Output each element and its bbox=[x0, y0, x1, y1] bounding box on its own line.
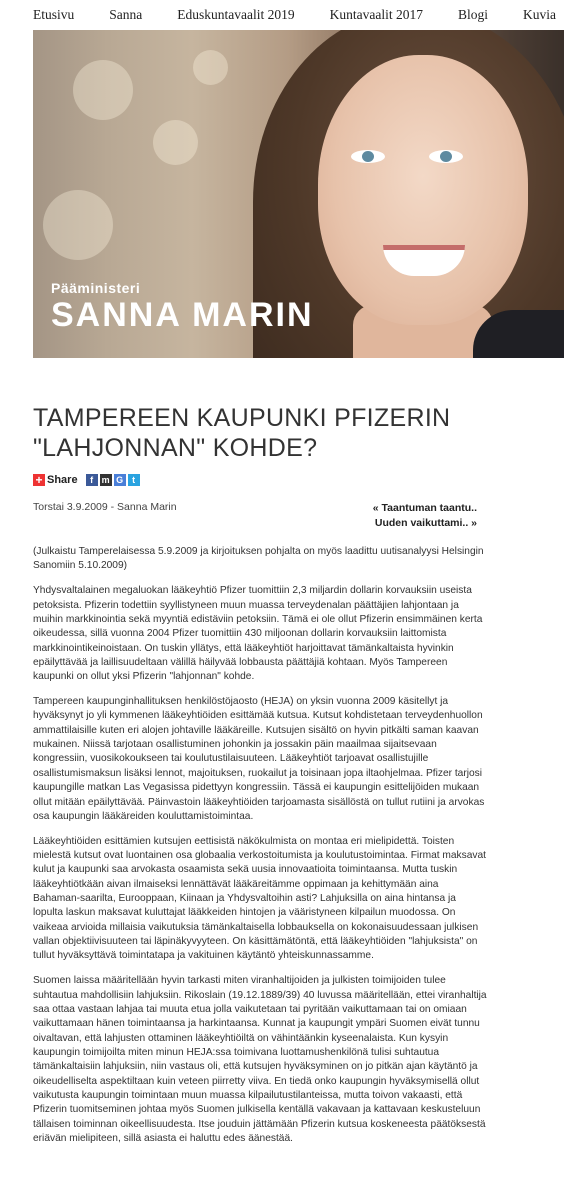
bokeh-light bbox=[193, 50, 228, 85]
article-title: TAMPEREEN KAUPUNKI PFIZERIN "LAHJONNAN" KOHDE? bbox=[33, 404, 451, 462]
hero-subtitle: Pääministeri bbox=[51, 280, 141, 296]
article-date-author: Torstai 3.9.2009 - Sanna Marin bbox=[33, 501, 177, 513]
top-navigation bbox=[0, 0, 564, 30]
nav-item-kuntavaalit-2017[interactable]: Kuntavaalit 2017 bbox=[329, 7, 423, 22]
article-meta bbox=[33, 501, 477, 531]
nav-item-blogi[interactable]: Blogi bbox=[457, 7, 488, 22]
bokeh-light bbox=[73, 60, 133, 120]
myspace-icon[interactable]: m bbox=[101, 475, 110, 485]
previous-post-link[interactable]: « Taantuman taantu.. bbox=[372, 502, 477, 514]
article-paragraph: Lääkeyhtiöiden esittämien kutsujen eettisistä näkökulmista on montaa eri mielipidettä. Toisten mielestä kutsut ovat luontainen osa globaalia verkostoitumista ja koulutustoimintaa. Firmat maksavat kulut ja kaupunki saa arvokasta osaamista sekä uusia innovaatioita toimintaansa. Mutta tuskin lääkeyhtiötkään aivan ilmaiseksi lennättävät lääkäreitämme oppimaan ja kehittymään aina Bahaman-saarilta, Eurooppaan, Kiinaan ja Yhdysvaltoihin asti? Lahjuksilla on aina hintansa ja lopulta laskun maksavat kuluttajat lääkkeiden hintojen ja vääristyneen kilpailun muodossa. On vaikeaa arvioida millaisia vaikutuksia tämänkaltaisella lobbauksella on kokonaisuudessaan julkisen vallan objektiivisuuteen tai läpinäkyvyyteen. On käsittämätöntä, että lääkeyhtiöiden "lahjuksista" on tullut hyväksyttävä toimintatapa ja vakituinen käytäntö yhteiskunnassamme. bbox=[33, 835, 487, 962]
article-body bbox=[33, 545, 488, 1146]
next-post-link[interactable]: Uuden vaikuttami.. » bbox=[374, 517, 477, 529]
nav-item-eduskuntavaalit-2019[interactable]: Eduskuntavaalit 2019 bbox=[177, 7, 295, 22]
portrait-face bbox=[318, 55, 528, 325]
article-paragraph: Suomen laissa määritellään hyvin tarkasti miten viranhaltijoiden ja julkisten toimijoiden tulee suhtautua mahdollisiin lahjuksiin. Rikoslain (19.12.1889/39) 40 luvussa määritellään, ettei viranhaltija saa ottaa vastaan lahjaa tai muuta etua jolla vaikutetaan tai pyritään vaikuttamaan tai on omiaan vaikuttamaan hänen toimintaansa ja harkintaansa. Kunnat ja kaupungit ympäri Suomen eivät tunnu oivaltavan, että lahjusten ottaminen lääkeyhtiöiltä on vähintäänkin kyseenalaista. Kun kysyin kaupungin toimijoilta miten minun HEJA:ssa toimivana luottamushenkilönä tulisi suhtautua tämänkaltaisiin lahjuksiin, niin vastaus oli, että kutsujen hyväksyminen on jo pitkän ajan käytäntö ja oikeudelliselta aspektiltaan kuin veteen piirretty viiva. En tiedä onko kaupungin hyväksymisellä ollut vaikutusta kaupungin toimintaan muun muassa kilpailutustilanteissa, mutta toivon vakaasti, että Pfizerin tuomitseminen johtaa myös Suomen julkisella kentällä vakavaan ja kattavaan keskusteluun tällaisen toiminnan oikeellisuudesta. Itse jouduin jättämään Pfizerin kutsua koskeneesta päätöksestä eriävän mielipiteen, sillä asiasta ei haluttu edes äänestää. bbox=[33, 975, 487, 1145]
post-navigation bbox=[373, 501, 477, 531]
article-paragraph: (Julkaistu Tamperelaisessa 5.9.2009 ja kirjoituksen pohjalta on myös laadittu uutisanalyysi Helsingin Sanomiin 5.10.2009) bbox=[33, 546, 484, 572]
hero-banner bbox=[33, 30, 564, 358]
twitter-icon[interactable]: t bbox=[128, 474, 140, 486]
bokeh-light bbox=[43, 190, 113, 260]
nav-item-etusivu[interactable]: Etusivu bbox=[33, 7, 75, 22]
share-label[interactable]: Share bbox=[47, 474, 78, 486]
hero-name: SANNA MARIN bbox=[51, 296, 314, 334]
portrait-eye-left bbox=[351, 150, 385, 163]
portrait-eye-right bbox=[429, 150, 463, 163]
article-paragraph: Tampereen kaupunginhallituksen henkilöstöjaosto (HEJA) on yksin vuonna 2009 käsitellyt ja hyväksynyt jo yli kymmenen lääkeyhtiöiden esittämää kutsua. Kutsut kohdistetaan terveydenhuollon ammattilaisille kuten eri alojen johtaville lääkäreille. Kutsujen sisältö on hyvin pitkälti saman kaavan mukainen. Niissä tarjotaan osallistuminen johonkin ja jossakin päin maailmaa sijaitsevaan kongressiin, vuosikokoukseen tai koulutustilaisuuteen. Lääkeyhtiöt tarjoavat osallistujille osallistumismaksun lisäksi lennot, majoituksen, ruokailut ja toisinaan jopa iltaohjelmaa. Pfizer tarjosi kaupungille matkan Las Vegasissa pidettyyn kongressiin. Tässä ei kaupungin esittelijöiden mukaan ollut mitään epäilyttävää. Päinvastoin lääkeyhtiöiden tarjoamasta sisällöstä on tullut rutiini ja arvokas osa kaupungin lääkäreiden kouluttamistoimintaa. bbox=[33, 696, 485, 822]
share-bar bbox=[33, 471, 564, 489]
article-paragraph: Yhdysvaltalainen megaluokan lääkeyhtiö Pfizer tuomittiin 2,3 miljardin dollarin korvauksiin useista petoksista. Pfizerin todettiin syyllistyneen muun muassa terveydenalan päättäjien lahjontaan ja muihin markkinointia sekä myyntiä edistäviin petoksiin. Tämä ei ole ollut Pfizerin ensimmäinen kerta oikeudessa, sillä vuonna 2004 Pfizer tuomittiin 430 miljoonan dollarin korvauksiin laittomista markkinointikeinoistaan. On tuskin yllätys, että lääkeyhtiöt harjoittavat tämänkaltaista hyvinkin epäilyttävää ja laillisuudeltaan välillä häilyvää lobbausta päättäjiä kohtaan. Myös Tampereen kaupunki on ollut yksi Pfizerin "lahjonnan" kohde. bbox=[33, 585, 483, 683]
nav-item-sanna[interactable]: Sanna bbox=[109, 7, 143, 22]
share-plus-icon[interactable]: + bbox=[33, 474, 45, 486]
nav-item-kuvia[interactable]: Kuvia bbox=[523, 7, 556, 22]
facebook-icon[interactable]: f bbox=[86, 474, 98, 486]
bokeh-light bbox=[153, 120, 198, 165]
google-icon[interactable]: G bbox=[114, 474, 126, 486]
